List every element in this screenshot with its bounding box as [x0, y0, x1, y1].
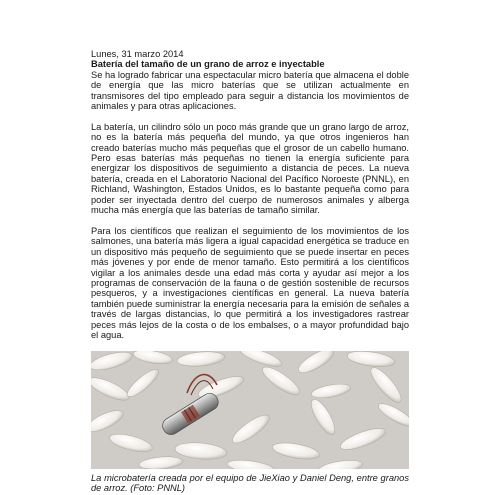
rice-grains-illustration [91, 351, 409, 469]
article-date: Lunes, 31 marzo 2014 [91, 49, 184, 59]
article-paragraph: Para los científicos que realizan el seguimiento de los movimientos de los salmones, una batería más ligera a igual capacidad energética se traduce en un dispositivo más pequeño de seguimiento que se puede insertar en peces más jóvenes y por ende de menor tamaño. Esto permitirá a los científicos vigilar a los animales desde una edad más corta y ayudar así mejor a los programas de conservación de la fauna o de gestión sostenible de recursos pesqueros, y a investigaciones científicas en general. La nueva batería también puede suministrar la energía necesaria para la emisión de señales a través de largas distancias, lo que permitirá a los investigadores rastrear peces más lejos de la costa o de los embalses, o a mayor profundidad bajo el agua. [91, 225, 409, 340]
article-paragraph: La batería, un cilindro sólo un poco más grande que un grano largo de arroz, no es la batería más pequeña del mundo, ya que otros ingenieros han creado baterías mucho más pequeñas que el grosor de un cabello humano. Pero esas baterías más pequeñas no tienen la energía suficiente para energizar los dispositivos de seguimiento a distancia de peces. La nueva batería, creada en el Laboratorio Nacional del Pacífico Noroeste (PNNL), en Richland, Washington, Estados Unidos, es lo bastante pequeña como para poder ser inyectada dentro del cuerpo de numerosos animales y alberga mucha más energía que las baterías de tamaño similar. [91, 121, 409, 216]
battery-rice-photo [91, 351, 409, 469]
article [91, 49, 409, 494]
photo-caption: La microbatería creada por el equipo de JieXiao y Daniel Deng, entre granos de arroz. (Foto: PNNL) [91, 472, 409, 494]
article-title: Batería del tamaño de un grano de arroz e inyectable [91, 59, 325, 70]
article-paragraph: Se ha logrado fabricar una espectacular micro batería que almacena el doble de energía que las micro baterías que se utilizan actualmente en transmisores del tipo empleado para seguir a distancia los movimientos de animales y para otras aplicaciones. [91, 69, 409, 112]
